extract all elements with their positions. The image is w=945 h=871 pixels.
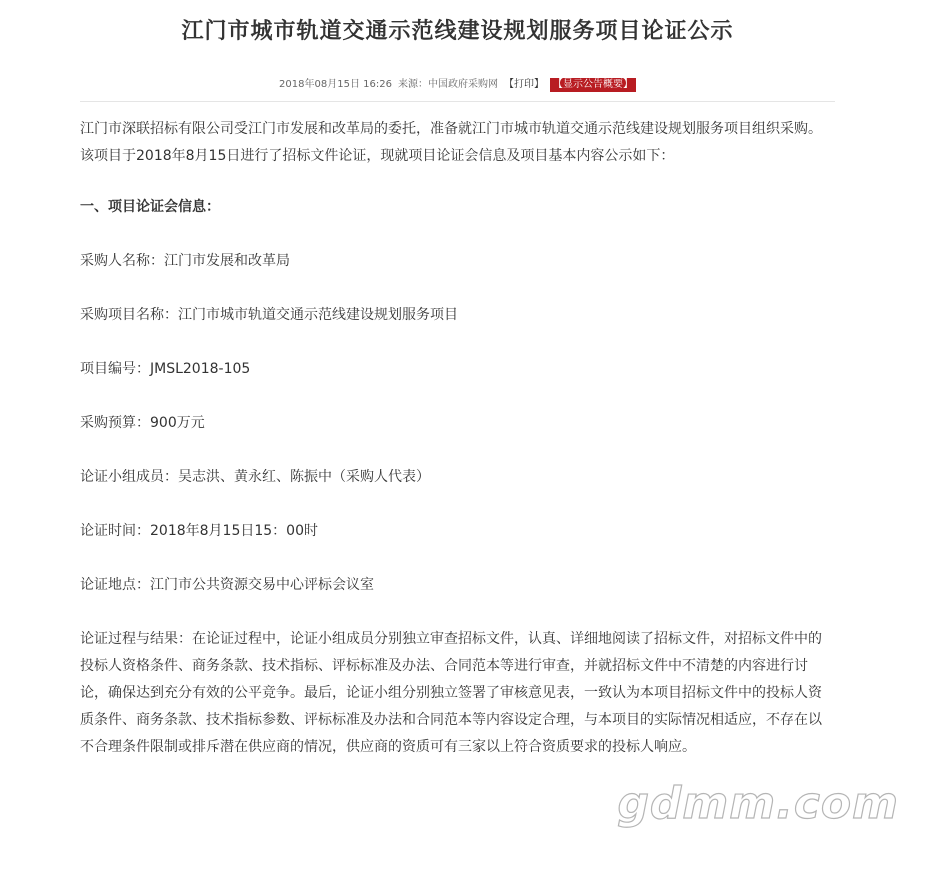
project-number-field: 项目编号：JMSL2018-105 bbox=[80, 361, 251, 377]
purchaser-field: 采购人名称：江门市发展和改革局 bbox=[80, 253, 290, 269]
budget-field: 采购预算：900万元 bbox=[80, 415, 205, 431]
source-label: 来源： bbox=[397, 79, 428, 90]
intro-paragraph: 江门市深联招标有限公司受江门市发展和改革局的委托，准备就江门市城市轨道交通示范线建设规划服务项目组织采购。该项目于2018年8月15日进行了招标文件论证，现就项目论证会信息及项目基本内容公示如下： bbox=[80, 121, 822, 164]
watermark-logo: gdmm.com bbox=[617, 778, 899, 829]
article-body bbox=[80, 116, 835, 761]
section-heading: 一、项目论证会信息： bbox=[80, 199, 220, 215]
location-field: 论证地点：江门市公共资源交易中心评标会议室 bbox=[80, 577, 374, 593]
project-name-field: 采购项目名称：江门市城市轨道交通示范线建设规划服务项目 bbox=[80, 307, 458, 323]
result-paragraph: 论证过程与结果：在论证过程中，论证小组成员分别独立审查招标文件，认真、详细地阅读了招标文件，对招标文件中的投标人资格条件、商务条款、技术指标、评标标准及办法、合同范本等进行审查，并就招标文件中不清楚的内容进行讨论，确保达到充分有效的公平竞争。最后，论证小组分别独立签署了审核意见表，一致认为本项目招标文件中的投标人资质条件、商务条款、技术指标参数、评标标准及办法和合同范本等内容设定合理，与本项目的实际情况相适应，不存在以不合理条件限制或排斥潜在供应商的情况，供应商的资质可有三家以上符合资质要求的投标人响应。 bbox=[80, 631, 822, 755]
divider bbox=[80, 101, 835, 102]
print-link[interactable]: 【打印】 bbox=[503, 79, 544, 90]
show-summary-button[interactable]: 【显示公告概要】 bbox=[550, 78, 636, 92]
article-meta bbox=[80, 77, 835, 93]
publish-datetime: 2018年08月15日 16:26 bbox=[279, 79, 392, 90]
article-title: 江门市城市轨道交通示范线建设规划服务项目论证公示 bbox=[181, 19, 734, 44]
article bbox=[80, 0, 835, 761]
members-field: 论证小组成员：吴志洪、黄永红、陈振中（采购人代表） bbox=[80, 469, 430, 485]
source-name: 中国政府采购网 bbox=[427, 79, 498, 90]
time-field: 论证时间：2018年8月15日15：00时 bbox=[80, 523, 318, 539]
